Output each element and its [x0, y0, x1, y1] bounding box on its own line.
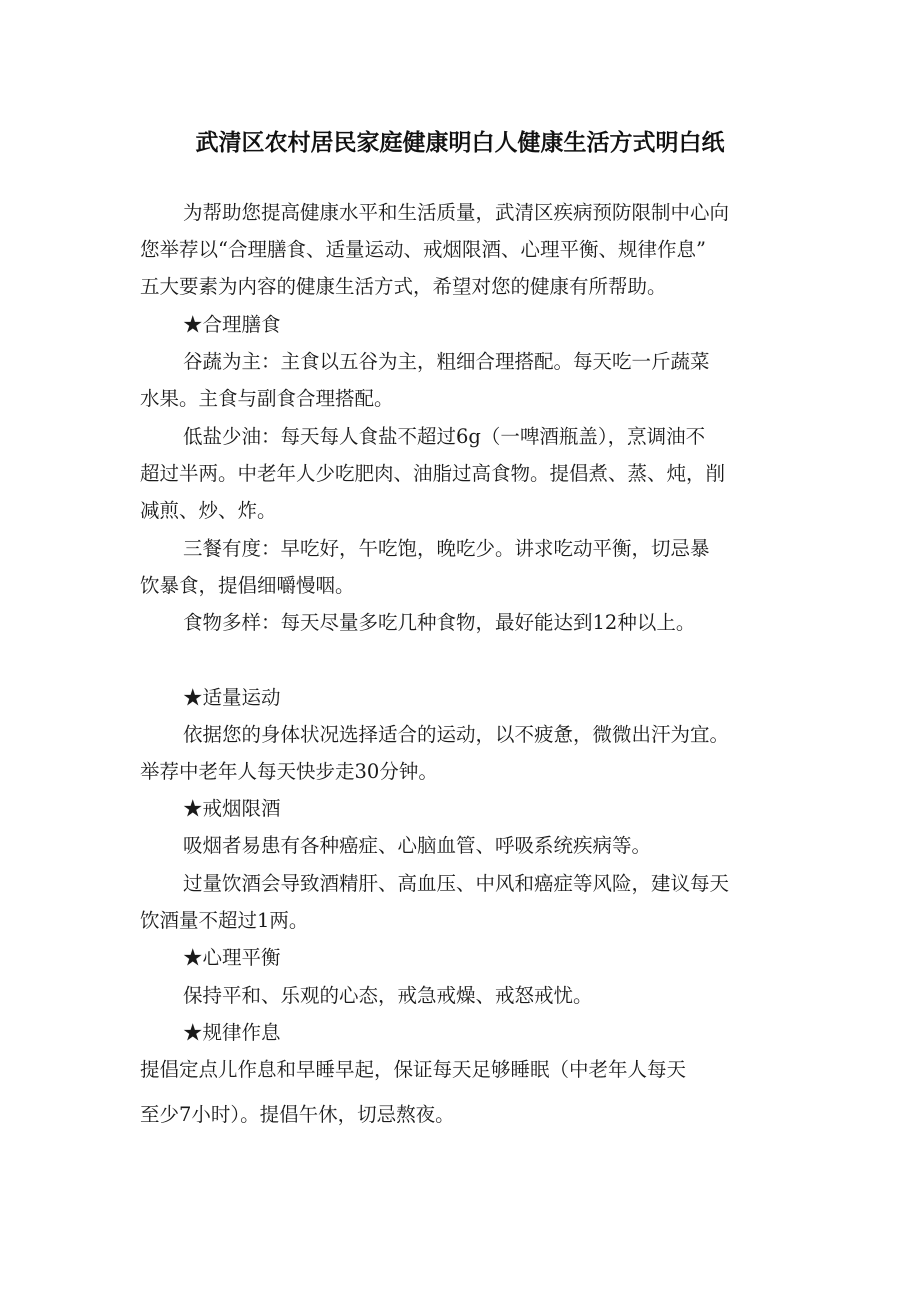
diet-line-7: 饮暴食，提倡细嚼慢咽。	[140, 574, 355, 597]
diet-line-5: 减煎、炒、炸。	[140, 499, 277, 522]
diet-line-6: 三餐有度：早吃好，午吃饱，晚吃少。讲求吃动平衡，切忌暴	[183, 537, 710, 560]
mental-line-1: 保持平和、乐观的心态，戒急戒燥、戒怒戒忧。	[183, 984, 593, 1007]
section-heading-mental: ★心理平衡	[183, 946, 281, 969]
rest-line-2: 至少7小时）。提倡午休，切忌熬夜。	[140, 1103, 455, 1126]
section-heading-rest: ★规律作息	[183, 1021, 281, 1044]
intro-line-3: 五大要素为内容的健康生活方式，希望对您的健康有所帮助。	[140, 275, 667, 298]
section-heading-smoking: ★戒烟限酒	[183, 797, 281, 820]
smoking-line-1: 吸烟者易患有各种癌症、心脑血管、呼吸系统疾病等。	[183, 834, 652, 857]
intro-line-2: 您举荐以“合理膳食、适量运动、戒烟限酒、心理平衡、规律作息”	[140, 238, 706, 261]
diet-line-1: 谷蔬为主：主食以五谷为主，粗细合理搭配。每天吃一斤蔬菜	[183, 350, 710, 373]
section-heading-diet: ★合理膳食	[183, 313, 281, 336]
smoking-line-2: 过量饮酒会导致酒精肝、高血压、中风和癌症等风险，建议每天	[183, 872, 730, 895]
diet-line-3: 低盐少油：每天每人食盐不超过6g（一啤酒瓶盖），烹调油不	[183, 425, 706, 448]
exercise-line-1: 依据您的身体状况选择适合的运动，以不疲惫，微微出汗为宜。	[183, 723, 730, 746]
diet-line-2: 水果。主食与副食合理搭配。	[140, 387, 394, 410]
rest-line-1: 提倡定点儿作息和早睡早起，保证每天足够睡眠（中老年人每天	[140, 1058, 687, 1081]
diet-line-8: 食物多样：每天尽量多吃几种食物，最好能达到12种以上。	[183, 611, 696, 634]
intro-line-1: 为帮助您提高健康水平和生活质量，武清区疾病预防限制中心向	[183, 201, 730, 224]
diet-line-4: 超过半两。中老年人少吃肥肉、油脂过高食物。提倡煮、蒸、炖，削	[140, 462, 726, 485]
page-title: 武清区农村居民家庭健康明白人健康生活方式明白纸	[195, 130, 725, 156]
section-heading-exercise: ★适量运动	[183, 686, 281, 709]
exercise-line-2: 举荐中老年人每天快步走30分钟。	[140, 760, 438, 783]
smoking-line-3: 饮酒量不超过1两。	[140, 909, 309, 932]
